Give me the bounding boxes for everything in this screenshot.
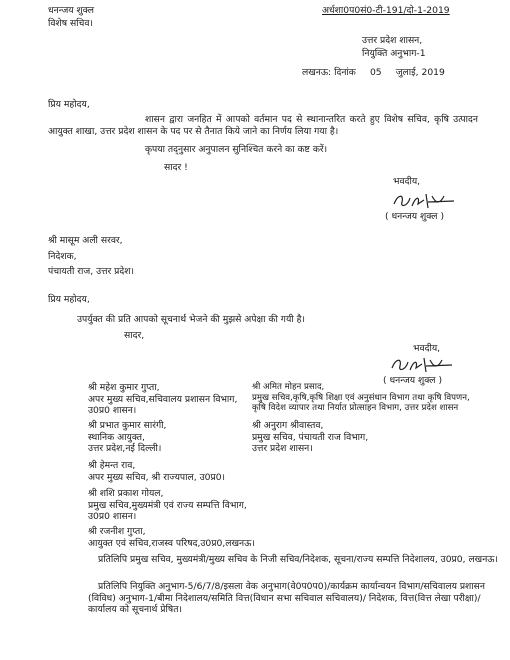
- cc-entry: [88, 382, 237, 417]
- closing-2: सादर,: [124, 330, 145, 341]
- cc-entry: [88, 488, 247, 523]
- salutation-2: प्रिय महोदय,: [48, 294, 90, 305]
- signoff-yours-1: भवदीय,: [393, 176, 421, 187]
- cc-entry: [252, 382, 470, 414]
- cc-line: श्री प्रभात कुमार सारंगी,: [88, 420, 167, 431]
- cc-line: श्री अमित मोहन प्रसाद,: [252, 382, 325, 392]
- cc-entry: [88, 460, 225, 483]
- recipient-name: श्री मासूम अली सरवर,: [48, 235, 123, 246]
- cc-line: श्री हेमन्त राव,: [88, 460, 136, 471]
- sender-designation: विशेष सचिव।: [48, 18, 93, 29]
- date-line: [302, 67, 445, 79]
- cc-entry: [88, 420, 166, 455]
- date-day: 05: [369, 67, 382, 78]
- recipient-department: पंचायती राज, उत्तर प्रदेश।: [48, 266, 134, 277]
- body-paragraph-2: उपर्युक्त की प्रति आपको सूचनार्थ भेजने की मुझसे अपेक्षा की गयी है।: [77, 314, 305, 325]
- cc-line: प्रमुख सचिव,कृषि,कृषि शिक्षा एवं अनुसंधान विभाग तथा कृषि विपणन,: [252, 392, 470, 403]
- cc-line: श्री शशि प्रकाश गोयल,: [88, 488, 164, 499]
- cc-line: आयुक्त एवं सचिव,राजस्व परिषद,उ0प्र0,लखनऊ।: [88, 537, 255, 549]
- date-place: लखनऊ: दिनांक: [302, 67, 356, 78]
- cc-line: उत्तर प्रदेश शासन।: [252, 443, 313, 454]
- signature-2: [386, 354, 458, 376]
- date-month-year: जुलाई, 2019: [395, 67, 445, 78]
- cc-line: प्रमुख सचिव, पंचायती राज विभाग,: [252, 431, 369, 443]
- request-line: कृपया तद्नुसार अनुपालन सुनिश्चित करने का कष्ट करें।: [145, 144, 328, 155]
- copy-note-1: प्रतिलिपि प्रमुख सचिव, मुख्यमंत्री/मुख्य सचिव के निजी सचिव/निदेशक, सूचना/राज्य सम्पत्ति निदेशालय, उ0प्र0, लखनऊ।: [98, 554, 498, 565]
- cc-line: उ0प्र0 शासन।: [88, 405, 137, 416]
- cc-line: उ0प्र0 शासन।: [88, 511, 137, 522]
- cc-line: कृषि विदेश व्यापार तथा निर्यात प्रोत्साहन विभाग, उत्तर प्रदेश शासन: [252, 403, 459, 414]
- signoff-name-1: ( धनन्जय शुक्ल ): [385, 211, 445, 222]
- reference-number: अर्धशा0प0सं0-टी-191/दो-1-2019: [322, 5, 450, 16]
- salutation-1: प्रिय महोदय,: [48, 99, 90, 110]
- cc-line: अपर मुख्य सचिव, श्री राज्यपाल, उ0प्र0।: [88, 471, 226, 483]
- cc-line: श्री रजनीश गुप्ता,: [88, 526, 146, 537]
- cc-line: अपर मुख्य सचिव,सचिवालय प्रशासन विभाग,: [88, 393, 238, 405]
- office-line-1: उत्तर प्रदेश शासन,: [362, 35, 423, 46]
- cc-line: श्री अनुराग श्रीवास्तव,: [252, 420, 324, 431]
- body-paragraph-1: शासन द्वारा जनहित में आपको वर्तमान पद से स्थानान्तरित करते हुए विशेष सचिव, कृषि उत्पादन आयुक्त शाखा, उत्तर प्रदेश शासन के पद पर से तैनात किये जाने का निर्णय लिया गया है।: [48, 114, 478, 137]
- cc-entry: [88, 526, 255, 549]
- signoff-yours-2: भवदीय,: [413, 343, 441, 354]
- signature-1: [388, 190, 460, 212]
- recipient-designation: निदेशक,: [48, 251, 77, 262]
- closing-1: सादर !: [164, 162, 188, 173]
- cc-line: उत्तर प्रदेश,नई दिल्ली।: [88, 443, 162, 454]
- cc-line: प्रमुख सचिव,मुख्यमंत्री एवं राज्य सम्पत्ति विभाग,: [88, 499, 247, 511]
- cc-entry: [252, 420, 368, 455]
- sender-name: धनन्जय शुक्ल: [48, 5, 95, 16]
- office-line-2: नियुक्ति अनुभाग-1: [362, 48, 426, 59]
- cc-line: श्री महेश कुमार गुप्ता,: [88, 382, 160, 393]
- cc-line: स्थानिक आयुक्त,: [88, 431, 145, 443]
- copy-note-2: प्रतिलिपि नियुक्ति अनुभाग-5/6/7/8/इसला वेक अनुभाग(वे0प0प0)/कार्यक्रम कार्यान्वयन विभाग/सचिवालय प्रशासन (विविध) अनुभाग-1/बीमा निदेशालय/समिति वित्त(विधान सभा सचिवाल सचिवालय)/ निदेशक, वित्त(वित्त लेखा परीक्षा)/कार्यालय को सूचनार्थ प्रेषित।: [88, 581, 485, 615]
- signoff-name-2: ( धनन्जय शुक्ल ): [383, 375, 443, 386]
